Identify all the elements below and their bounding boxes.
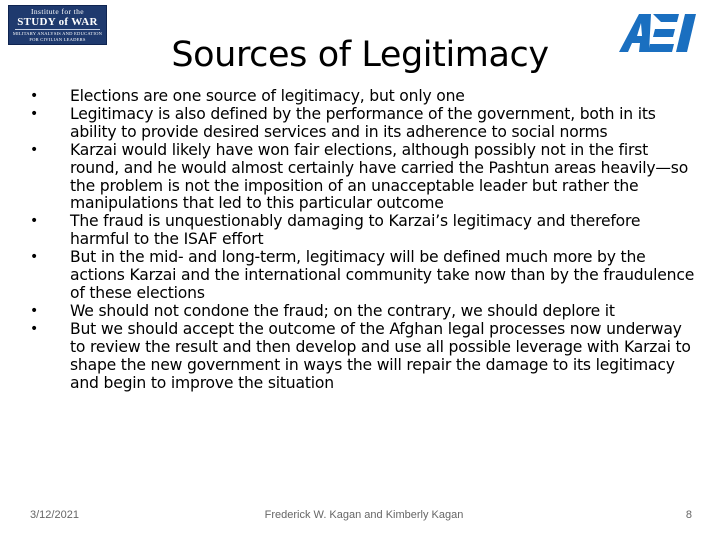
isw-logo-line3a: MILITARY ANALYSIS AND EDUCATION [12,31,103,36]
bullet-dot-icon: • [29,302,39,319]
bullet-dot-icon: • [29,249,39,266]
bullet-dot-icon: • [29,141,39,158]
bullet-text: But we should accept the outcome of the Afghan legal processes now underway to review the result and then develop and use all possible leverage with Karzai to shape the new government in ways the will repair the damage to its legitimacy and begin to improve the situation [70,319,691,392]
page-number: 8 [685,509,692,521]
bullet-item [26,88,698,106]
bullet-item [26,321,698,393]
bullet-item [26,106,698,142]
bullet-item [26,303,698,321]
isw-logo-line3b: FOR CIVILIAN LEADERS [29,36,86,42]
bullet-text: Legitimacy is also defined by the performance of the government, both in its ability to provide desired services and in its adherence to social norms [70,104,656,141]
bullet-dot-icon: • [29,320,39,337]
bullet-text: We should not condone the fraud; on the contrary, we should deplore it [70,301,615,320]
slide-title: Sources of Legitimacy [171,35,549,75]
bullet-text: Karzai would likely have won fair elections, although possibly not in the first round, and he would almost certainly have carried the Pashtun areas heavily—so the problem is not the imposition of an unacceptable leader but rather the manipulations that led to this particular outcome [70,140,689,213]
bullet-list [26,88,698,392]
bullet-item [26,142,698,214]
isw-logo-line1: Institute for the [30,7,85,16]
bullet-dot-icon: • [29,105,39,122]
bullet-dot-icon: • [29,213,39,230]
bullet-text: But in the mid- and long-term, legitimacy will be defined much more by the actions Karzai and the international community take now than by the fraudulence of these elections [70,248,695,302]
footer-authors: Frederick W. Kagan and Kimberly Kagan [264,509,464,521]
bullet-text: The fraud is unquestionably damaging to Karzai’s legitimacy and therefore harmful to the ISAF effort [70,212,641,249]
isw-logo-rule [15,29,100,30]
footer-date: 3/12/2021 [30,509,79,521]
bullet-dot-icon: • [29,88,39,104]
bullet-item [26,249,698,303]
bullet-text: Elections are one source of legitimacy, but only one [70,87,465,105]
bullet-item [26,213,698,249]
isw-logo-line2: STUDY of WAR [17,16,98,28]
